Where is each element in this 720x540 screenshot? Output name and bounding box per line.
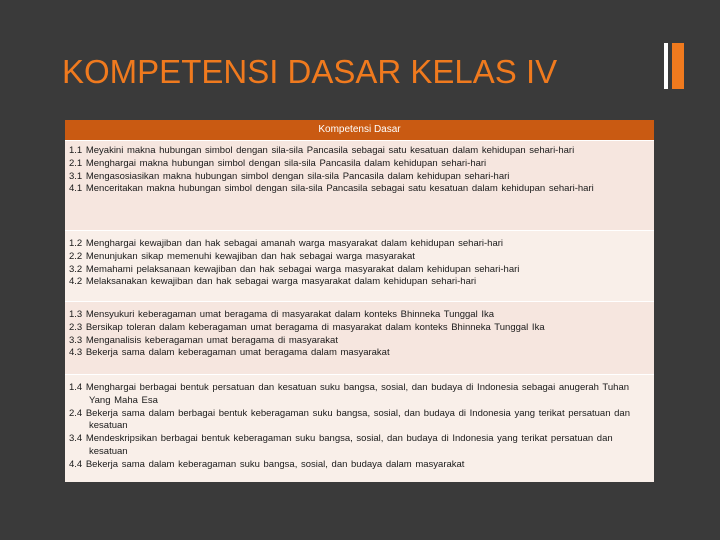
competency-item: 1.1 Meyakini makna hubungan simbol dengan sila-sila Pancasila sebagai satu kesatuan dalam kehidupan sehari-hari [69,145,575,156]
table-row [65,140,654,230]
accent-bar [664,43,668,89]
table-row [65,374,654,482]
competency-item: 4.3 Bekerja sama dalam keberagaman umat beragama dalam masyarakat [69,347,390,359]
competency-item: 4.2 Melaksanakan kewajiban dan hak sebagai warga masyarakat dalam kehidupan sehari-hari [69,276,477,288]
competency-table [65,120,654,482]
table-row [65,301,654,374]
accent-block [672,43,684,89]
competency-item: 3.3 Menganalisis keberagaman umat beragama di masyarakat [69,334,338,346]
table-row [65,230,654,301]
competency-item: 4.1 Menceritakan makna hubungan simbol dengan sila-sila Pancasila sebagai satu kesatuan dalam kehidupan sehari-hari [69,183,594,195]
competency-item: 2.2 Menunjukan sikap memenuhi kewajiban dan hak sebagai warga masyarakat [69,250,415,262]
slide-title: KOMPETENSI DASAR KELAS IV [62,53,558,90]
competency-item: 2.1 Menghargai makna hubungan simbol dengan sila-sila Pancasila dalam kehidupan sehari-hari [69,157,487,169]
competency-item: 3.1 Mengasosiasikan makna hubungan simbol dengan sila-sila Pancasila dalam kehidupan sehari-hari [69,170,510,182]
competency-item: 3.4 Mendeskripsikan berbagai bentuk keberagaman suku bangsa, sosial, dan budaya di Indonesia yang terikat persatuan dan kesatuan [69,433,613,457]
competency-item: 1.3 Mensyukuri keberagaman umat beragama di masyarakat dalam konteks Bhinneka Tunggal Ika [69,309,495,320]
table-header: Kompetensi Dasar [65,120,654,140]
competency-item: 2.4 Bekerja sama dalam berbagai bentuk keberagaman suku bangsa, sosial, dan budaya di Indonesia yang terikat persatuan dan kesatuan [69,407,630,432]
competency-item: 1.2 Menghargai kewajiban dan hak sebagai amanah warga masyarakat dalam kehidupan sehari-hari [69,238,504,249]
competency-item: 2.3 Bersikap toleran dalam keberagaman umat beragama di masyarakat dalam konteks Bhinneka Tunggal Ika [69,321,545,333]
competency-item: 3.2 Memahami pelaksanaan kewajiban dan hak sebagai warga masyarakat dalam kehidupan sehari-hari [69,263,520,275]
competency-item: 1.4 Menghargai berbagai bentuk persatuan dan kesatuan suku bangsa, sosial, dan budaya di Indonesia sebagai anugerah Tuhan Yang Maha Esa [69,382,630,406]
competency-item: 4.4 Bekerja sama dalam keberagaman suku bangsa, sosial, dan budaya dalam masyarakat [69,458,465,470]
